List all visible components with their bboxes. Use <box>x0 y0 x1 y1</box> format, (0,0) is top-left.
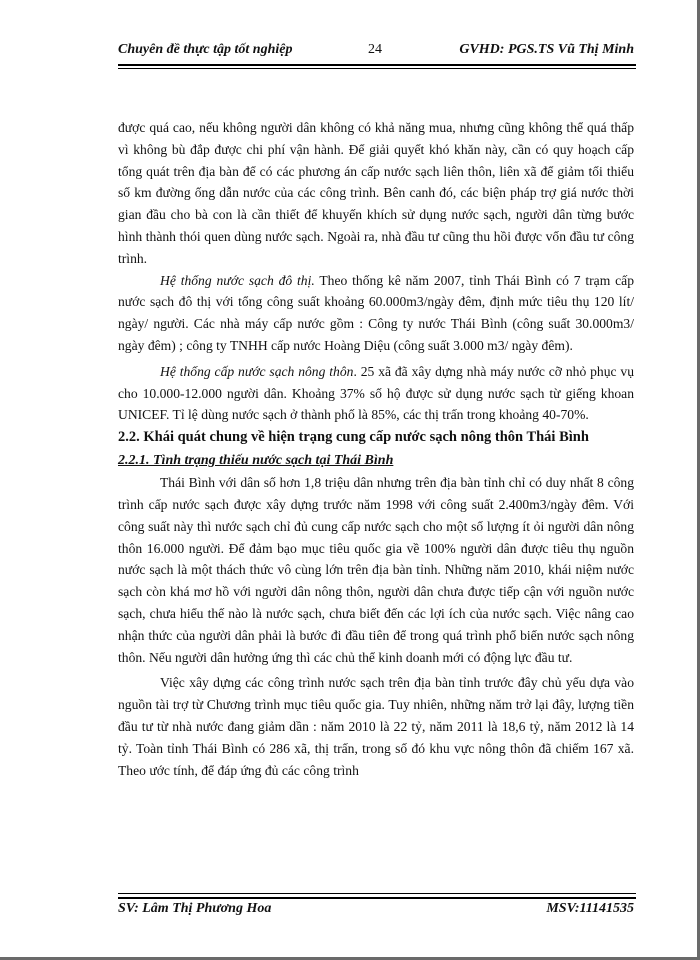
header-supervisor: GVHD: PGS.TS Vũ Thị Minh <box>459 42 634 57</box>
paragraph-urban-water <box>118 270 634 357</box>
footer-rule-thin <box>118 893 636 894</box>
page-header <box>118 40 634 62</box>
paragraph-shortage: Thái Bình với dân số hơn 1,8 triệu dân nhưng trên địa bàn tỉnh chỉ có duy nhất 8 công trình cấp nước sạch được xây dựng trước năm 1998 với công suất 2.400m3/ngày đêm. Với công suất này thì nước sạch chỉ đủ cung cấp nước sạch cho một số lượng ít ỏi người dân nông thôn 16.000 người. Để đảm bạo mục tiêu quốc gia về 100% người dân được tiêu thụ nguồn nước sạch là một thách thức vô cùng lớn trên địa bàn tỉnh. Những năm 2010, khái niệm nước sạch còn khá mơ hồ với người dân nông thôn, người dân chưa được tiếp cận với nguồn nước sạch, chưa hiểu thế nào là nước sạch, chưa biết đến các lợi ích của nước sạch. Việc nâng cao nhận thức của người dân phải là bước đi đầu tiên để trong quá trình phổ biến nước sạch nông thôn. Nếu người dân hưởng ứng thì các chủ thể kinh doanh mới có động lực đầu tư. <box>118 475 634 665</box>
paragraph-rural-water <box>118 361 634 426</box>
urban-water-heading: Hệ thống nước sạch đô thị. <box>160 272 315 288</box>
paragraph-cost: được quá cao, nếu không người dân không có khả năng mua, nhưng cũng không thể quá thấp vì không bù đắp được chi phí vận hành. Để giải quyết khó khăn này, cần có quy hoạch cấp tổng quát trên địa bàn để có các phương án cấp nước sạch liên thôn, liên xã để giảm tối thiểu số km đường ống dẫn nước của các công trình. Bên canh đó, các biện pháp trợ giá nước thời gian đầu cho bà con là cần thiết để khuyến khích sử dụng nước sạch, người dân từng bước hình thành thói quen dùng nước sạch. Ngoài ra, nhà đầu tư cũng thu hồi được vốn đầu tư công trình. <box>118 120 634 266</box>
footer-student-name: SV: Lâm Thị Phương Hoa <box>118 901 272 916</box>
rural-water-heading: Hệ thống cấp nước sạch nông thôn <box>160 363 354 379</box>
subsection-heading-2-2-1: 2.2.1. Tình trạng thiếu nước sạch tại Thái Bình <box>118 453 394 469</box>
paragraph-investment: Việc xây dựng các công trình nước sạch trên địa bàn tỉnh trước đây chủ yếu dựa vào nguồn tài trợ từ Chương trình mục tiêu quốc gia. Tuy nhiên, những năm trở lại đây, lượng tiền đầu tư từ nhà nước đang giảm dần : năm 2010 là 22 tỷ, năm 2011 là 18,6 tỷ, năm 2012 là 14 tỷ. Toàn tỉnh Thái Bình có 286 xã, thị trấn, trong số đó khu vực nông thôn đã chiếm 167 xã. Theo ước tính, để đáp ứng đủ các công trình <box>118 675 634 778</box>
footer-rule-thick <box>118 897 636 899</box>
header-rule-thick <box>118 64 636 66</box>
page-body <box>118 117 634 781</box>
urban-water-text: Theo thống kê năm 2007, tỉnh Thái Bình có 7 trạm cấp nước sạch đô thị với tổng công suất khoảng 60.000m3/ngày đêm, định mức tiêu thụ 120 lít/ ngày/ người. Các nhà máy cấp nước gồm : Công ty nước Thái Bình (công suất 30.000m3/ ngày đêm) ; công ty TNHH cấp nước Hoàng Diệu (công suất 3.000 m3/ ngày đêm). <box>118 272 634 353</box>
header-page-number: 24 <box>368 42 382 57</box>
footer-student-id: MSV:11141535 <box>546 901 634 916</box>
header-rule-thin <box>118 68 636 69</box>
page-footer <box>118 901 634 923</box>
header-report-title: Chuyên đề thực tập tốt nghiệp <box>118 42 293 57</box>
section-heading-2-2: 2.2. Khái quát chung về hiện trạng cung cấp nước sạch nông thôn Thái Bình <box>118 429 589 446</box>
rural-water-text: . 25 xã đã xây dựng nhà máy nước cỡ nhỏ phục vụ cho 10.000-12.000 người dân. Khoảng 37% số hộ được sử dụng nước sạch từ giếng khoan UNICEF. Tỉ lệ dùng nước sạch ở thành phố là 85%, các thị trấn trong khoảng 40-70%. <box>118 363 634 423</box>
